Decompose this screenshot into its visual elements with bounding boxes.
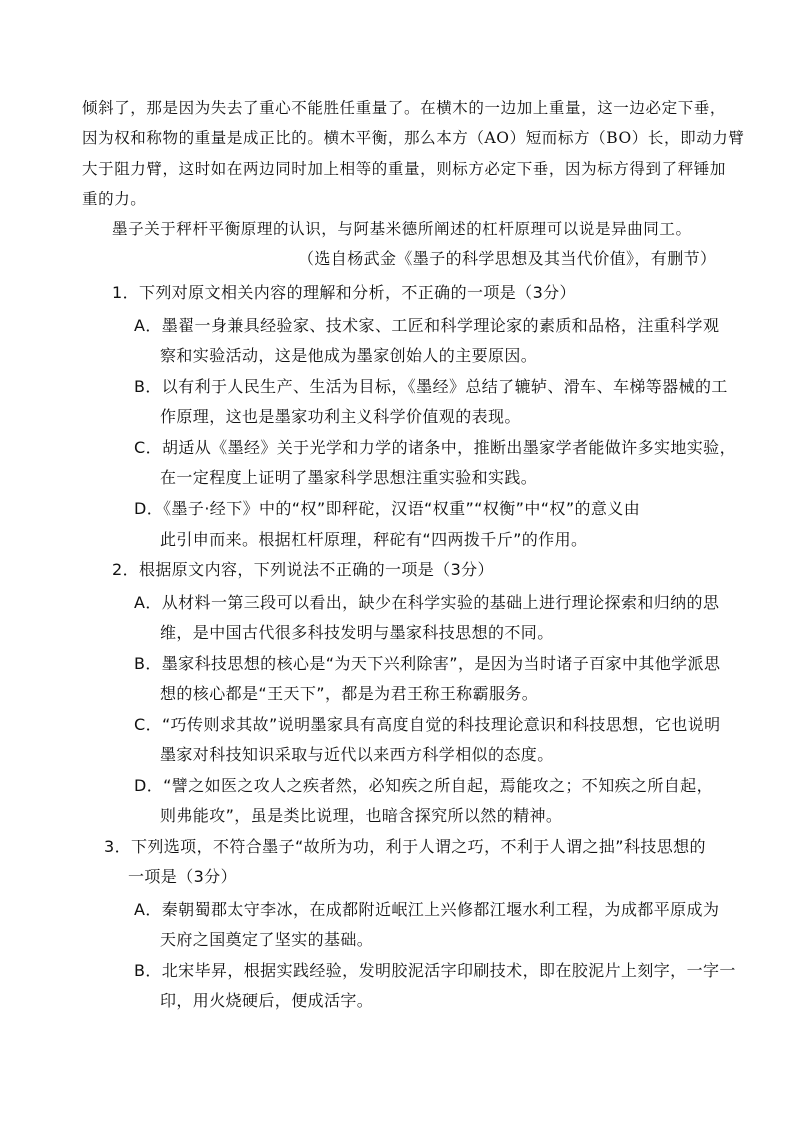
option-line: C．“巧传则求其故”说明墨家具有高度自觉的科技理论意识和科技思想，它也说明 bbox=[134, 715, 721, 734]
question-stem: 3．下列选项，不符合墨子“故所为功，利于人谓之巧，不利于人谓之拙”科技思想的 bbox=[104, 837, 706, 856]
option-line: B．以有利于人民生产、生活为目标，《墨经》总结了辘轳、滑车、车梯等器械的工 bbox=[134, 377, 728, 396]
option-line: 则弗能攻”，虽是类比说理，也暗含探究所以然的精神。 bbox=[160, 806, 563, 825]
passage-line: 大于阻力臂，这时如在两边同时加上相等的重量，则标方必定下垂，因为标方得到了秤锤加 bbox=[82, 160, 727, 178]
source-citation: （选自杨武金《墨子的科学思想及其当代价值》，有删节） bbox=[298, 249, 717, 268]
option-line: 作原理，这也是墨家功利主义科学价值观的表现。 bbox=[160, 407, 521, 426]
option-line: D．“譬之如医之攻人之疾者然，必知疾之所自起，焉能攻之；不知疾之所自起， bbox=[134, 776, 714, 795]
option-line: 此引申而来。根据杠杆原理，秤砣有“四两拨千斤”的作用。 bbox=[160, 530, 588, 549]
question-stem: 1．下列对原文相关内容的理解和分析，不正确的一项是（3分） bbox=[112, 283, 576, 302]
option-line: A．从材料一第三段可以看出，缺少在科学实验的基础上进行理论探索和归纳的思 bbox=[134, 593, 720, 612]
option-line: D．《墨子·经下》中的“权”即秤砣，汉语“权重”“权衡”中“权”的意义由 bbox=[134, 499, 641, 518]
passage-line: 因为权和称物的重量是成正比的。横木平衡，那么本方（AO）短而标方（BO）长，即动力臂 bbox=[82, 129, 745, 147]
option-line: 在一定程度上证明了墨家科学思想注重实验和实践。 bbox=[160, 468, 538, 487]
option-line: A．秦朝蜀郡太守李冰，在成都附近岷江上兴修都江堰水利工程，为成都平原成为 bbox=[134, 900, 720, 919]
question-stem: 2．根据原文内容，下列说法不正确的一项是（3分） bbox=[112, 560, 494, 579]
option-line: 想的核心都是“王天下”，都是为君王称王称霸服务。 bbox=[160, 684, 539, 703]
passage-line: 倾斜了，那是因为失去了重心不能胜任重量了。在横木的一边加上重量，这一边必定下垂， bbox=[82, 99, 727, 117]
option-line: 印，用火烧硬后，便成活字。 bbox=[160, 991, 374, 1010]
question-stem: 一项是（3分） bbox=[128, 867, 237, 886]
option-line: A．墨翟一身兼具经验家、技术家、工匠和科学理论家的素质和品格，注重科学观 bbox=[134, 316, 720, 335]
option-line: C．胡适从《墨经》关于光学和力学的诸条中，推断出墨家学者能做许多实地实验， bbox=[134, 438, 736, 457]
passage-paragraph: 墨子关于秤杆平衡原理的认识，与阿基米德所阐述的杠杆原理可以说是异曲同工。 bbox=[112, 220, 692, 238]
passage-line: 重的力。 bbox=[82, 190, 147, 208]
option-line: 维，是中国古代很多科技发明与墨家科技思想的不同。 bbox=[160, 623, 554, 642]
option-line: 察和实验活动，这是他成为墨家创始人的主要原因。 bbox=[160, 346, 538, 365]
option-line: B．墨家科技思想的核心是“为天下兴利除害”，是因为当时诸子百家中其他学派思 bbox=[134, 654, 721, 673]
option-line: 天府之国奠定了坚实的基础。 bbox=[160, 930, 374, 949]
option-line: 墨家对科技知识采取与近代以来西方科学相似的态度。 bbox=[160, 745, 554, 764]
option-line: B．北宋毕昇，根据实践经验，发明胶泥活字印刷技术，即在胶泥片上刻字，一字一 bbox=[134, 961, 736, 980]
